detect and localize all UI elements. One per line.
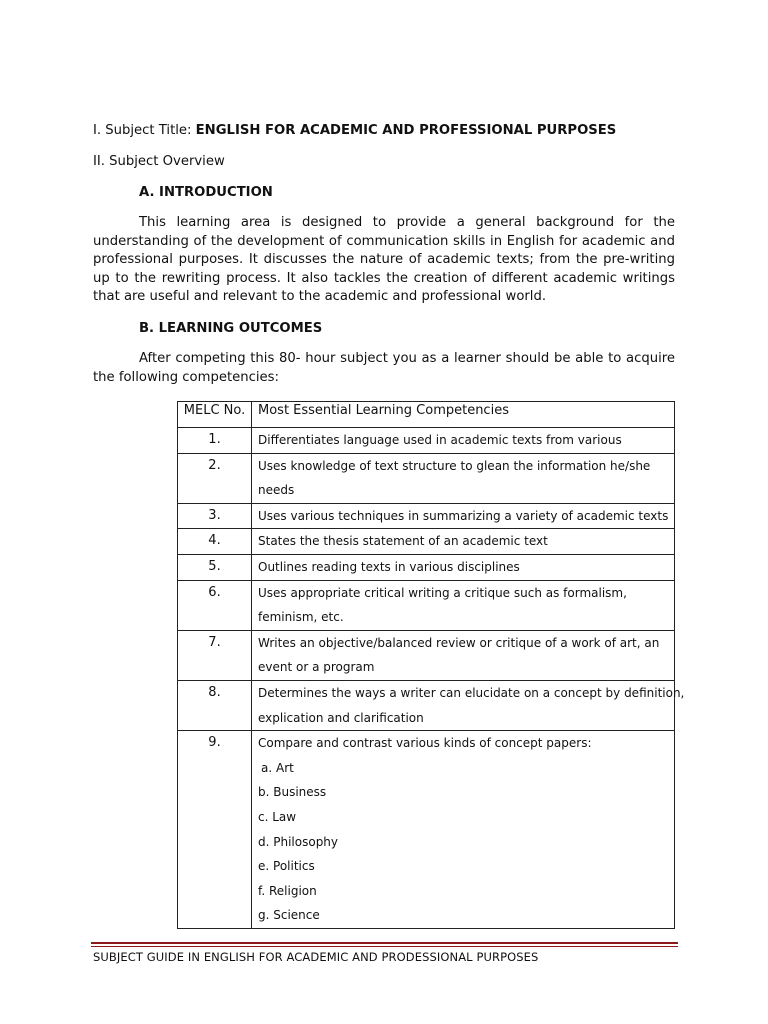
melc-number: 9.	[178, 731, 252, 929]
competency-text: Uses appropriate critical writing a critique such as formalism,	[258, 585, 627, 600]
melc-number: 7.	[178, 630, 252, 680]
table-row	[178, 503, 675, 529]
melc-number: 8.	[178, 680, 252, 730]
competency-text: States the thesis statement of an academic text	[258, 534, 548, 549]
melc-table-header-row	[178, 402, 675, 428]
table-row	[178, 453, 675, 503]
melc-number: 6.	[178, 580, 252, 630]
melc-number: 1.	[178, 428, 252, 454]
footer-rule-thin	[91, 946, 678, 947]
competency-text: explication and clarification	[258, 710, 424, 725]
competency-cell	[252, 529, 675, 555]
table-row	[178, 428, 675, 454]
footer-text: SUBJECT GUIDE IN ENGLISH FOR ACADEMIC AND PRODESSIONAL PURPOSES	[93, 950, 539, 964]
competency-cell	[252, 554, 675, 580]
learning-outcomes-paragraph: After competing this 80- hour subject you as a learner should be able to acquire the following competencies:	[93, 351, 675, 385]
competency-text: a. Art	[261, 760, 294, 775]
competency-cell	[252, 453, 675, 503]
melc-number: 2.	[178, 453, 252, 503]
competency-text: Determines the ways a writer can elucidate on a concept by definition,	[258, 685, 685, 700]
competency-text: d. Philosophy	[258, 834, 339, 849]
footer-rule-thick	[91, 942, 678, 944]
melc-number: 5.	[178, 554, 252, 580]
subject-overview-heading: II. Subject Overview	[93, 154, 225, 169]
melc-no-header: MELC No.	[178, 402, 252, 428]
table-row	[178, 529, 675, 555]
competency-text: feminism, etc.	[258, 610, 344, 625]
introduction-paragraph: This learning area is designed to provide a general background for the understanding of the development of communication skills in English for academic and professional purposes. It discusses the nature of academic texts; from the pre-writing up to the rewriting process. It also tackles the creation of different academic writings that are useful and relevant to the academic and professional world.	[93, 215, 675, 305]
competency-text: e. Politics	[258, 859, 315, 874]
competency-text: needs	[258, 483, 295, 498]
competency-cell	[252, 428, 675, 454]
table-row	[178, 680, 675, 730]
melc-number: 4.	[178, 529, 252, 555]
subject-title: ENGLISH FOR ACADEMIC AND PROFESSIONAL PURPOSES	[195, 123, 617, 138]
table-row	[178, 630, 675, 680]
competency-text: Uses knowledge of text structure to glean the information he/she	[258, 458, 651, 473]
introduction-heading: A. INTRODUCTION	[139, 185, 273, 200]
melc-table	[177, 401, 685, 929]
learning-outcomes-heading: B. LEARNING OUTCOMES	[139, 321, 323, 336]
competency-cell	[252, 630, 675, 680]
competency-text: b. Business	[258, 785, 327, 800]
melc-number: 3.	[178, 503, 252, 529]
competency-text: Differentiates language used in academic texts from various	[258, 433, 622, 447]
competency-text: Compare and contrast various kinds of concept papers:	[258, 736, 592, 751]
competency-text: Uses various techniques in summarizing a variety of academic texts	[258, 508, 669, 523]
competency-cell	[252, 680, 685, 730]
competency-cell	[252, 731, 675, 929]
subject-title-prefix: I. Subject Title:	[93, 123, 196, 138]
competency-text: Writes an objective/balanced review or critique of a work of art, an	[258, 635, 660, 650]
competency-cell	[252, 580, 675, 630]
competency-text: Outlines reading texts in various disciplines	[258, 559, 520, 574]
table-row	[178, 554, 675, 580]
competencies-header: Most Essential Learning Competencies	[252, 402, 675, 428]
table-row	[178, 580, 675, 630]
competency-text: g. Science	[258, 908, 320, 923]
competency-text: c. Law	[258, 809, 297, 824]
subject-title-line	[93, 122, 616, 140]
competency-text: event or a program	[258, 660, 375, 675]
competency-cell	[252, 503, 675, 529]
table-row	[178, 731, 675, 929]
competency-text: f. Religion	[258, 883, 317, 898]
